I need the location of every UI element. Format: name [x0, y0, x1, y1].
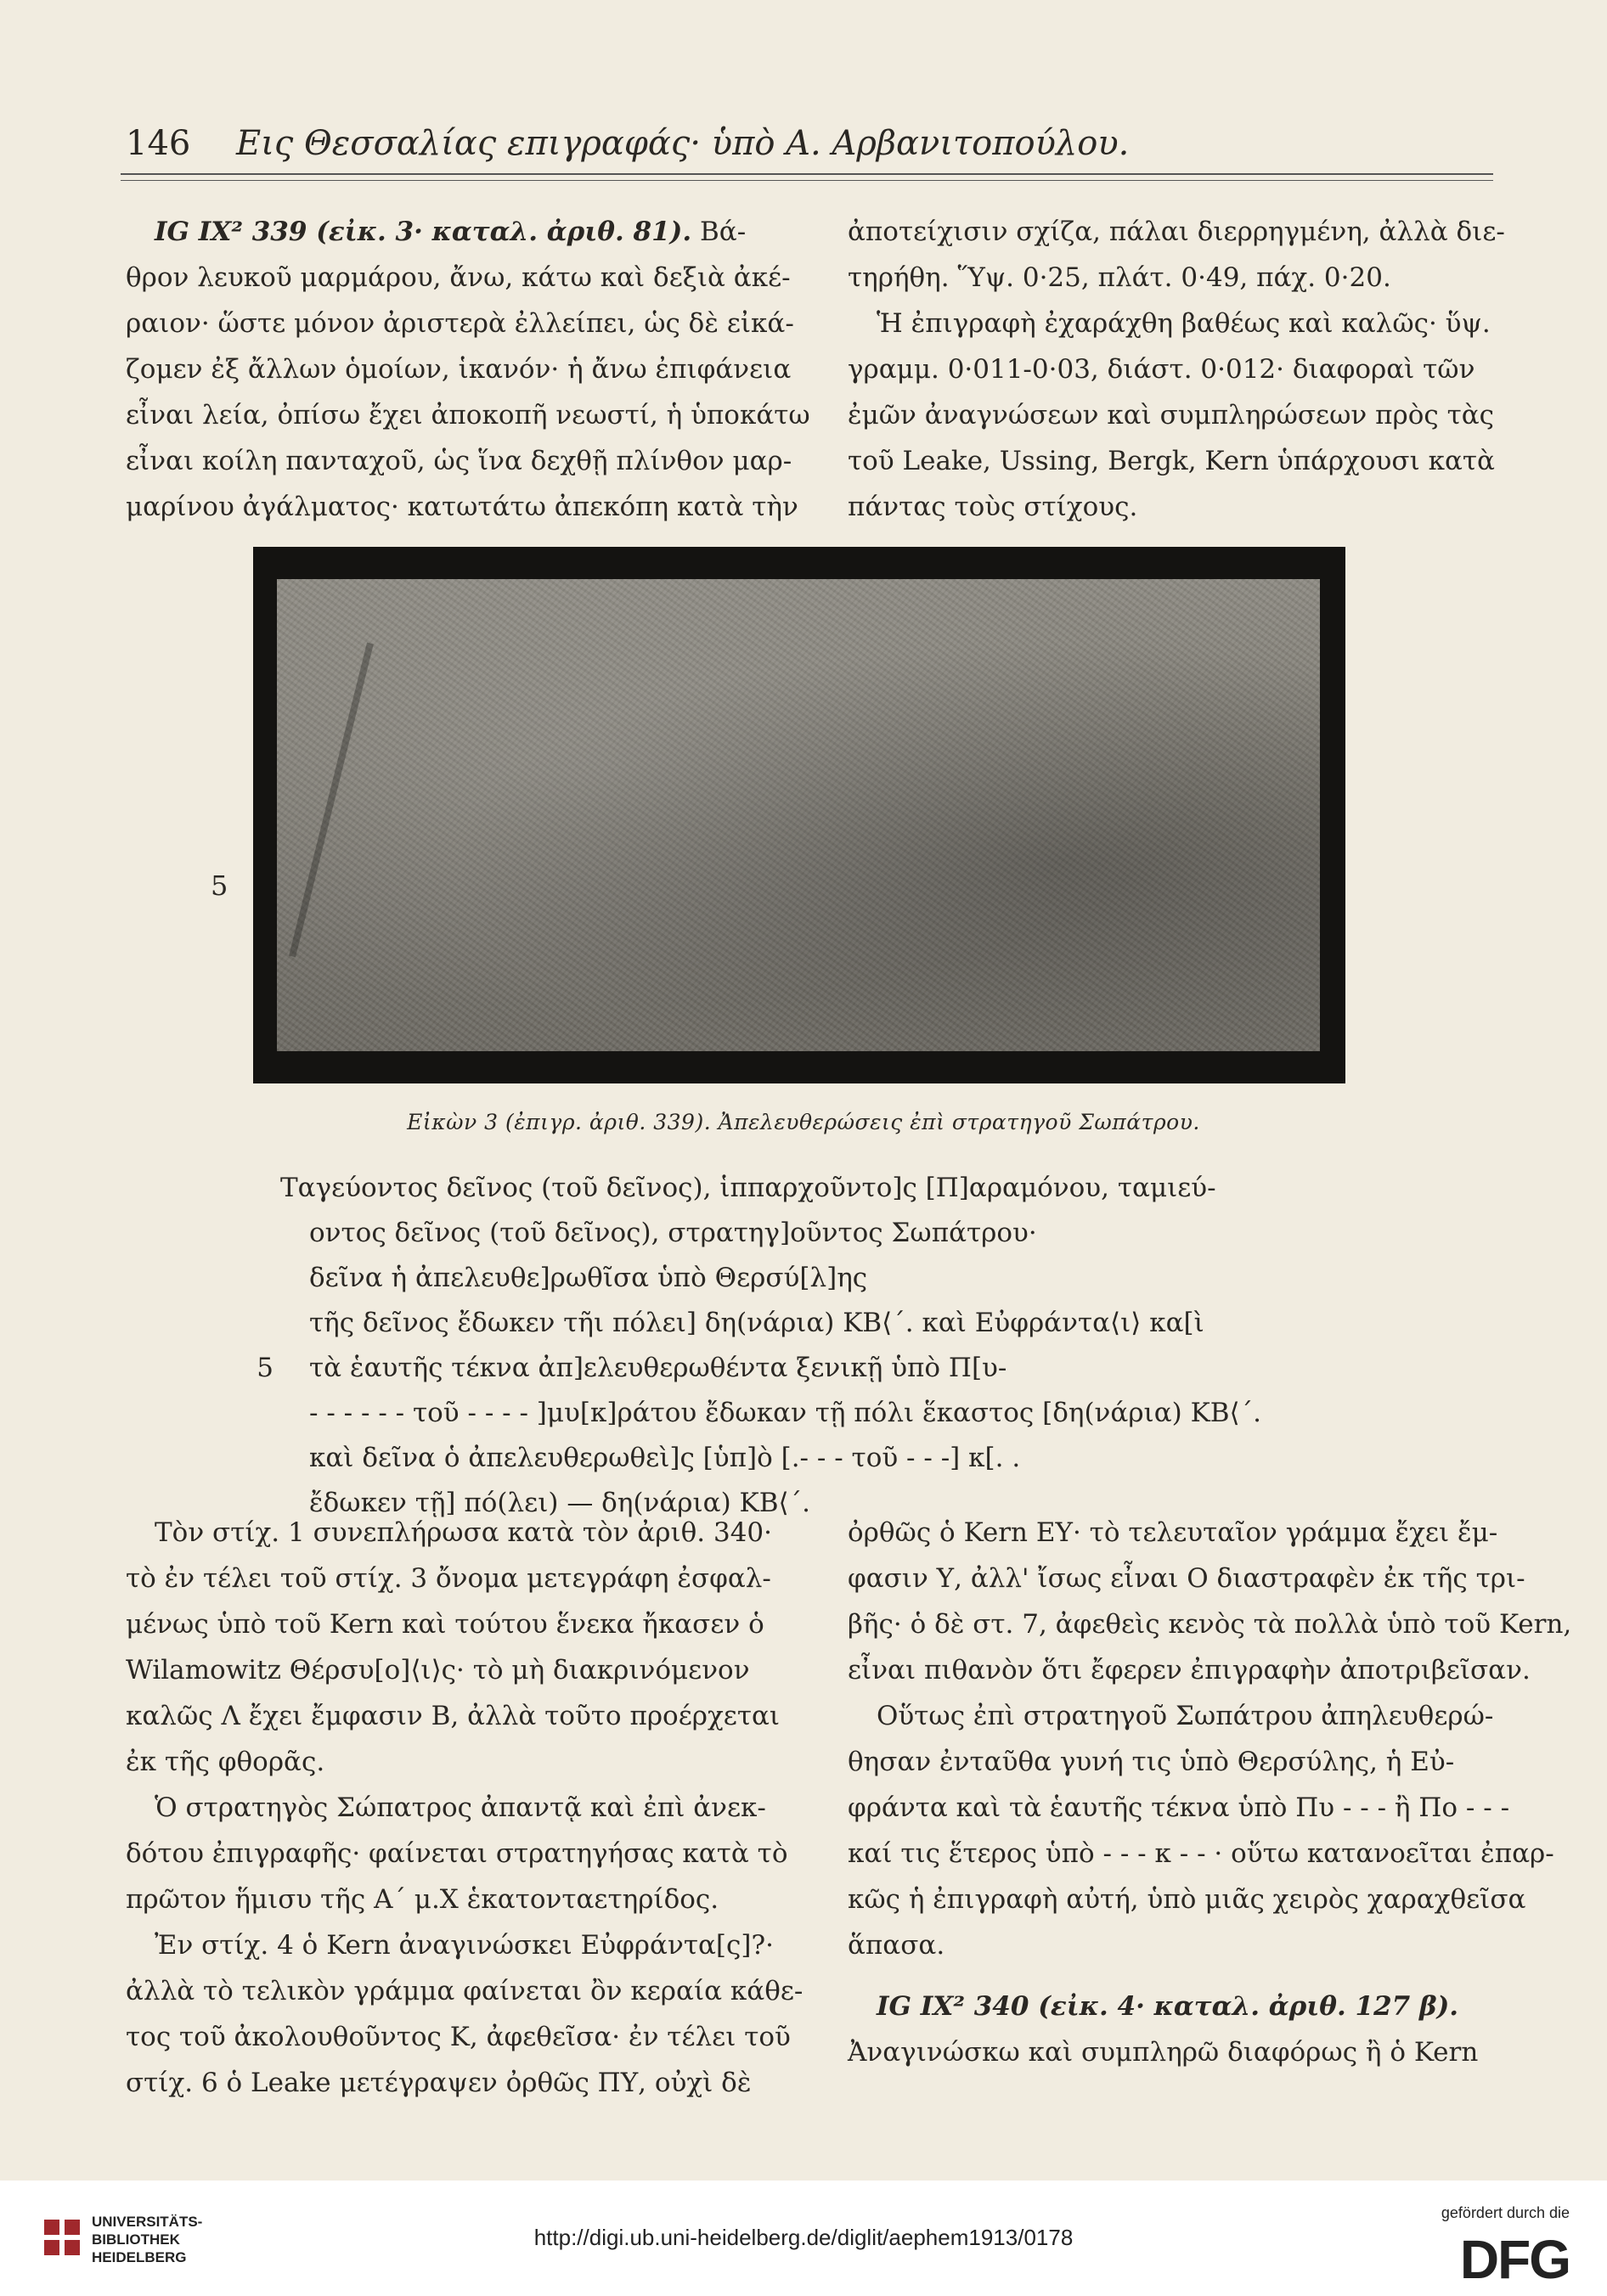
paragraph-line: κῶς ἡ ἐπιγραφὴ αὐτή, ὑπὸ μιᾶς χειρὸς χαραχθεῖσα	[848, 1884, 1526, 1915]
paragraph-line: καλῶς Λ ἔχει ἔμφασιν Β, ἀλλὰ τοῦτο προέρχεται	[126, 1701, 781, 1731]
transcription-line: 5 τὰ ἑαυτῆς τέκνα ἀπ]ελευθερωθέντα ξενικῇ ὑπὸ Π[υ-	[257, 1353, 1007, 1383]
paragraph-line: ἅπασα.	[848, 1930, 945, 1961]
paragraph-line: πρῶτον ἥμισυ τῆς Α΄ μ.Χ ἑκατονταετηρίδος.	[126, 1884, 719, 1915]
paragraph-line: τὸ ἐν τέλει τοῦ στίχ. 3 ὄνομα μετεγράφη ἐσφαλ-	[126, 1563, 771, 1594]
transcription-line: οντος δεῖνος (τοῦ δεῖνος), στρατηγ]οῦντος Σωπάτρου·	[309, 1218, 1037, 1248]
bottom-right-column	[848, 1510, 1572, 2075]
figure-line-marker: 5	[211, 869, 228, 902]
paragraph-line: καί τις ἕτερος ὑπὸ - - - κ - - · οὕτω κατανοεῖται ἐπαρ-	[848, 1838, 1554, 1869]
paragraph-line: Ἐν στίχ. 4 ὁ Kern ἀναγινώσκει Εὐφράντα[ς]?·	[155, 1930, 774, 1961]
paragraph-line: στίχ. 6 ὁ Leake μετέγραψεν ὀρθῶς ΠΥ, οὐχὶ δὲ	[126, 2068, 752, 2098]
paragraph-line: τοῦ Leake, Ussing, Bergk, Kern ὑπάρχουσι κατὰ	[848, 446, 1495, 476]
paragraph-line: γραμμ. 0·011-0·03, διάστ. 0·012· διαφοραὶ τῶν	[848, 354, 1475, 385]
paragraph-line: Ἡ ἐπιγραφὴ ἐχαράχθη βαθέως καὶ καλῶς· ὕψ.	[877, 308, 1491, 339]
paragraph-line: μαρίνου ἀγάλματος· κατωτάτω ἀπεκόπη κατὰ τὴν	[126, 492, 798, 522]
paragraph-line: εἶναι κοίλη πανταχοῦ, ὡς ἵνα δεχθῇ πλίνθον μαρ-	[126, 446, 792, 476]
paragraph-line: ζομεν ἐξ ἄλλων ὁμοίων, ἱκανόν· ἡ ἄνω ἐπιφάνεια	[126, 354, 792, 385]
header-rule	[121, 173, 1493, 175]
paragraph-line: δότου ἐπιγραφῆς· φαίνεται στρατηγήσας κατὰ τὸ	[126, 1838, 788, 1869]
paragraph-line: μένως ὑπὸ τοῦ Kern καὶ τούτου ἕνεκα ἤκασεν ὁ	[126, 1609, 764, 1640]
inscription-photograph	[253, 547, 1345, 1083]
paragraph-line: Ὁ στρατηγὸς Σώπατρος ἀπαντᾷ καὶ ἐπὶ ἀνεκ-	[155, 1792, 766, 1823]
paragraph-line: θρον λευκοῦ μαρμάρου, ἄνω, κάτω καὶ δεξιὰ ἀκέ-	[126, 262, 791, 293]
figure-caption: Εἰκὼν 3 (ἐπιγρ. ἀριθ. 339). Ἀπελευθερώσεις ἐπὶ στρατηγοῦ Σωπάτρου.	[407, 1110, 1200, 1134]
paragraph-line: ἐμῶν ἀναγνώσεων καὶ συμπληρώσεων πρὸς τὰς	[848, 400, 1495, 430]
inscription-reference: IG IX² 339 (εἰκ. 3· καταλ. ἀριθ. 81).	[155, 217, 692, 247]
running-title: Εις Θεσσαλίας επιγραφάς· ὑπὸ Α. Αρβανιτοπούλου.	[236, 124, 1130, 163]
paragraph-line: Οὕτως ἐπὶ στρατηγοῦ Σωπάτρου ἀπηλευθερώ-	[877, 1701, 1494, 1731]
permalink-url[interactable]: http://digi.ub.uni-heidelberg.de/diglit/aephem1913/0178	[533, 2225, 1074, 2250]
transcription-line: ἔδωκεν τῇ] πό(λει) — δη(νάρια) ΚΒ⟨΄.	[309, 1488, 810, 1518]
paragraph-line: Ἀναγινώσκω καὶ συμπληρῶ διαφόρως ἢ ὁ Kern	[848, 2037, 1479, 2068]
paragraph-line: τηρήθη. Ὕψ. 0·25, πλάτ. 0·49, πάχ. 0·20.	[848, 262, 1391, 293]
paragraph-line: Wilamowitz Θέρσυ[ο]⟨ι⟩ς· τὸ μὴ διακρινόμενον	[126, 1655, 750, 1685]
transcription-line: - - - - - - τοῦ - - - - ]μυ[κ]ράτου ἔδωκαν τῇ πόλι ἕκαστος [δη(νάρια) ΚΒ⟨΄.	[309, 1398, 1261, 1428]
transcription-line: τῆς δεῖνος ἔδωκεν τῆι πόλει] δη(νάρια) ΚΒ⟨΄. καὶ Εὐφράντα⟨ι⟩ κα[ὶ	[309, 1308, 1204, 1338]
paragraph-line: εἶναι λεία, ὀπίσω ἔχει ἀποκοπῆ νεωστί, ἡ ὑποκάτω	[126, 400, 810, 430]
paragraph-line: φράντα καὶ τὰ ἑαυτῆς τέκνα ὑπὸ Πυ - - - ἢ Πο - - -	[848, 1792, 1510, 1823]
paragraph-line: θησαν ἐνταῦθα γυνή τις ὑπὸ Θερσύλης, ἡ Εὐ-	[848, 1747, 1455, 1777]
paragraph-line: Τὸν στίχ. 1 συνεπλήρωσα κατὰ τὸν ἀριθ. 340·	[155, 1517, 773, 1548]
running-header	[126, 124, 1493, 168]
transcription-line: καὶ δεῖνα ὁ ἀπελευθερωθεὶ]ς [ὑπ]ὸ [.- - - τοῦ - - -] κ[. .	[309, 1443, 1021, 1473]
transcription-line: Ταγεύοντος δεῖνος (τοῦ δεῖνος), ἱππαρχοῦντο]ς [Π]αραμόνου, ταμιεύ-	[280, 1173, 1216, 1203]
spacer	[848, 1968, 1493, 1984]
bottom-left-column	[126, 1510, 804, 2106]
paragraph-line: ἀλλὰ τὸ τελικὸν γράμμα φαίνεται ὂν κεραία κάθε-	[126, 1976, 804, 2006]
transcription-block	[257, 1166, 1261, 1526]
paragraph-line: εἶναι πιθανὸν ὅτι ἔφερεν ἐπιγραφὴν ἀποτριβεῖσαν.	[848, 1655, 1531, 1685]
paragraph-line: βῆς· ὁ δὲ στ. 7, ἀφεθεὶς κενὸς τὰ πολλὰ ὑπὸ τοῦ Kern,	[848, 1609, 1572, 1640]
paragraph-line: IG IX² 339 (εἰκ. 3· καταλ. ἀριθ. 81). Βά-	[155, 217, 747, 247]
paragraph-line	[848, 1984, 1493, 2029]
top-right-column	[848, 209, 1505, 530]
paragraph-line: ὀρθῶς ὁ Kern ΕΥ· τὸ τελευταῖον γράμμα ἔχει ἔμ-	[848, 1517, 1498, 1548]
paragraph-line: φασιν Υ, ἀλλ' ἴσως εἶναι Ο διαστραφὲν ἐκ τῆς τρι-	[848, 1563, 1525, 1594]
top-left-column	[126, 209, 810, 530]
transcription-line: δεῖνα ἡ ἀπελευθε]ρωθῖσα ὑπὸ Θερσύ[λ]ης	[309, 1263, 868, 1293]
stone-crack	[289, 643, 374, 958]
paragraph-line: ραιον· ὥστε μόνον ἀριστερὰ ἐλλείπει, ὡς δὲ εἰκά-	[126, 308, 794, 339]
library-name: UNIVERSITÄTS- BIBLIOTHEK HEIDELBERG	[92, 2214, 203, 2265]
marble-stone-image	[277, 579, 1320, 1051]
paragraph-line: τος τοῦ ἀκολουθοῦντος Κ, ἀφεθεῖσα· ἐν τέλει τοῦ	[126, 2022, 791, 2052]
inscription-reference: IG IX² 340 (εἰκ. 4· καταλ. ἀριθ. 127 β).	[877, 1991, 1459, 2022]
header-rule-thin	[121, 180, 1493, 181]
digitization-footer	[0, 2181, 1607, 2296]
paragraph-line: ἀποτείχισιν σχίζα, πάλαι διερρηγμένη, ἀλλὰ διε-	[848, 217, 1505, 247]
paragraph-line: ἐκ τῆς φθορᾶς.	[126, 1747, 325, 1777]
sponsor-label: gefördert durch die	[1441, 2204, 1570, 2221]
page-number: 146	[126, 124, 191, 163]
paragraph-line: πάντας τοὺς στίχους.	[848, 492, 1138, 522]
dfg-logo: DFG	[1459, 2229, 1570, 2290]
